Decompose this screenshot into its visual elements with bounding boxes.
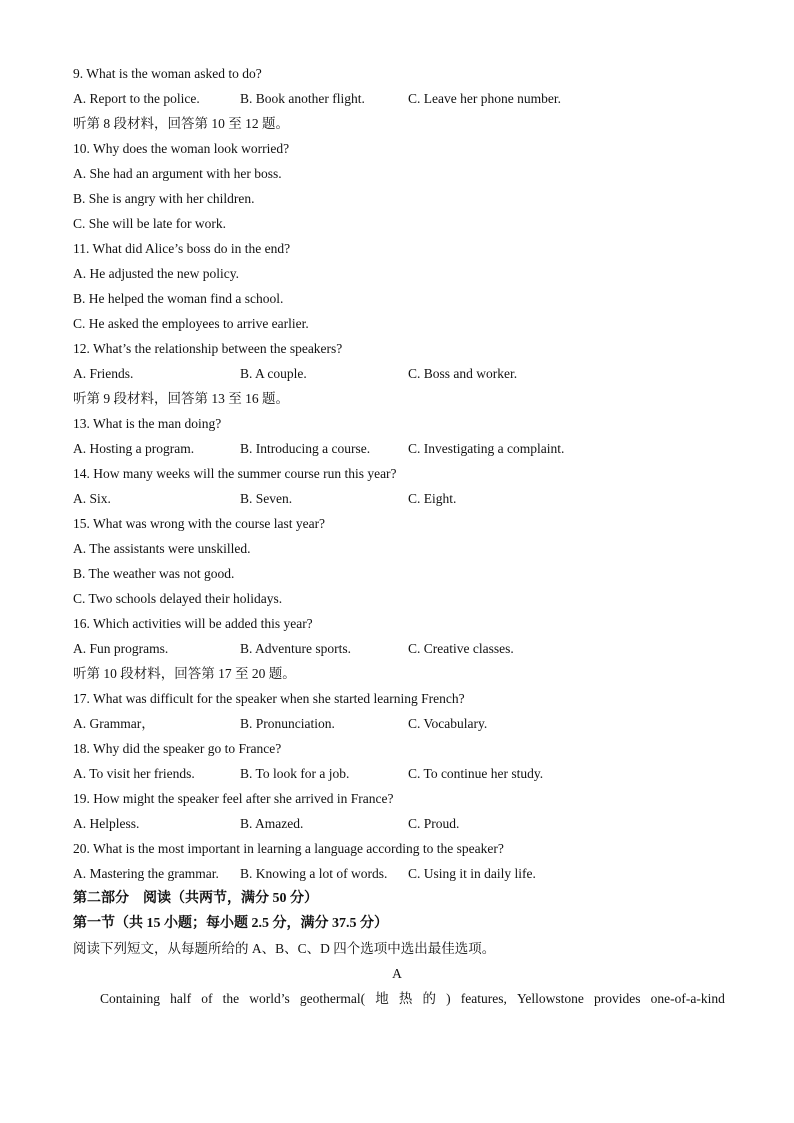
option-c: C. Vocabulary. <box>408 716 488 731</box>
question-14-options <box>73 486 733 511</box>
option-b: B. She is angry with her children. <box>73 191 255 206</box>
option-b: B. Pronunciation. <box>240 716 335 731</box>
question-9-options <box>73 86 733 111</box>
option-b: B. Knowing a lot of words. <box>240 866 388 881</box>
option-a: A. Helpless. <box>73 816 140 831</box>
reading-instructions: 阅读下列短文，从每题所给的 A、B、C、D 四个选项中选出最佳选项。 <box>73 941 496 956</box>
question-16: 16. Which activities will be added this year? <box>73 616 313 631</box>
passage-word: Yellowstone <box>516 991 584 1006</box>
part-two-heading: 第二部分 阅读（共两节，满分 50 分） <box>73 891 318 906</box>
passage-word: geothermal( <box>299 991 366 1006</box>
passage-word: provides <box>593 991 641 1006</box>
option-b: B. Adventure sports. <box>240 641 351 656</box>
option-a: A. To visit her friends. <box>73 766 195 781</box>
question-19-options <box>73 811 733 836</box>
option-a: A. Grammar， <box>73 716 155 731</box>
passage-word: half <box>170 991 192 1006</box>
option-c: C. He asked the employees to arrive earlier. <box>73 316 309 331</box>
passage-word: Containing <box>100 991 160 1006</box>
question-18-options <box>73 761 733 786</box>
option-b: B. A couple. <box>240 366 307 381</box>
option-c: C. Two schools delayed their holidays. <box>73 591 283 606</box>
question-13-options <box>73 436 733 461</box>
option-b: B. Amazed. <box>240 816 304 831</box>
option-b: B. The weather was not good. <box>73 566 235 581</box>
option-c: C. Proud. <box>408 816 460 831</box>
question-17-options <box>73 711 733 736</box>
question-17: 17. What was difficult for the speaker when she started learning French? <box>73 691 465 706</box>
passage-word: features, <box>460 991 507 1006</box>
passage-word: 地 <box>375 991 389 1006</box>
passage-word: 的 <box>422 991 436 1006</box>
option-c: C. Creative classes. <box>408 641 514 656</box>
option-a: A. Report to the police. <box>73 91 200 106</box>
option-c: C. Eight. <box>408 491 457 506</box>
option-c: C. Investigating a complaint. <box>408 441 565 456</box>
passage-word: one-of-a-kind <box>650 991 725 1006</box>
option-a: A. He adjusted the new policy. <box>73 266 239 281</box>
section-instruction-8: 听第 8 段材料，回答第 10 至 12 题。 <box>73 116 289 131</box>
option-a: A. The assistants were unskilled. <box>73 541 251 556</box>
question-13: 13. What is the man doing? <box>73 416 222 431</box>
question-12: 12. What’s the relationship between the speakers? <box>73 341 343 356</box>
passage-word: the <box>222 991 240 1006</box>
question-16-options <box>73 636 733 661</box>
option-b: B. Introducing a course. <box>240 441 371 456</box>
question-10: 10. Why does the woman look worried? <box>73 141 290 156</box>
option-c: C. Boss and worker. <box>408 366 518 381</box>
section-instruction-10: 听第 10 段材料，回答第 17 至 20 题。 <box>73 666 296 681</box>
option-a: A. She had an argument with her boss. <box>73 166 282 181</box>
option-c: C. She will be late for work. <box>73 216 226 231</box>
option-b: B. Seven. <box>240 491 293 506</box>
question-19: 19. How might the speaker feel after she arrived in France? <box>73 791 394 806</box>
option-c: C. To continue her study. <box>408 766 544 781</box>
passage-first-line <box>73 986 725 1011</box>
option-a: A. Fun programs. <box>73 641 169 656</box>
question-12-options <box>73 361 733 386</box>
question-20-options <box>73 861 733 886</box>
option-a: A. Six. <box>73 491 111 506</box>
question-14: 14. How many weeks will the summer course run this year? <box>73 466 397 481</box>
question-15: 15. What was wrong with the course last year? <box>73 516 326 531</box>
passage-word: 热 <box>398 991 413 1006</box>
passage-label: A <box>392 966 402 981</box>
option-b: B. Book another flight. <box>240 91 365 106</box>
option-c: C. Leave her phone number. <box>408 91 561 106</box>
option-a: A. Hosting a program. <box>73 441 195 456</box>
section-instruction-9: 听第 9 段材料，回答第 13 至 16 题。 <box>73 391 289 406</box>
question-18: 18. Why did the speaker go to France? <box>73 741 282 756</box>
option-c: C. Using it in daily life. <box>408 866 536 881</box>
section-one-heading: 第一节（共 15 小题；每小题 2.5 分，满分 37.5 分） <box>73 916 388 931</box>
option-b: B. To look for a job. <box>240 766 350 781</box>
question-11: 11. What did Alice’s boss do in the end? <box>73 241 291 256</box>
question-20: 20. What is the most important in learning a language according to the speaker? <box>73 841 504 856</box>
passage-word: of <box>201 991 213 1006</box>
option-a: A. Friends. <box>73 366 134 381</box>
passage-word: world’s <box>249 991 290 1006</box>
option-a: A. Mastering the grammar. <box>73 866 219 881</box>
question-9: 9. What is the woman asked to do? <box>73 66 262 81</box>
passage-word: ) <box>446 991 451 1006</box>
option-b: B. He helped the woman find a school. <box>73 291 284 306</box>
